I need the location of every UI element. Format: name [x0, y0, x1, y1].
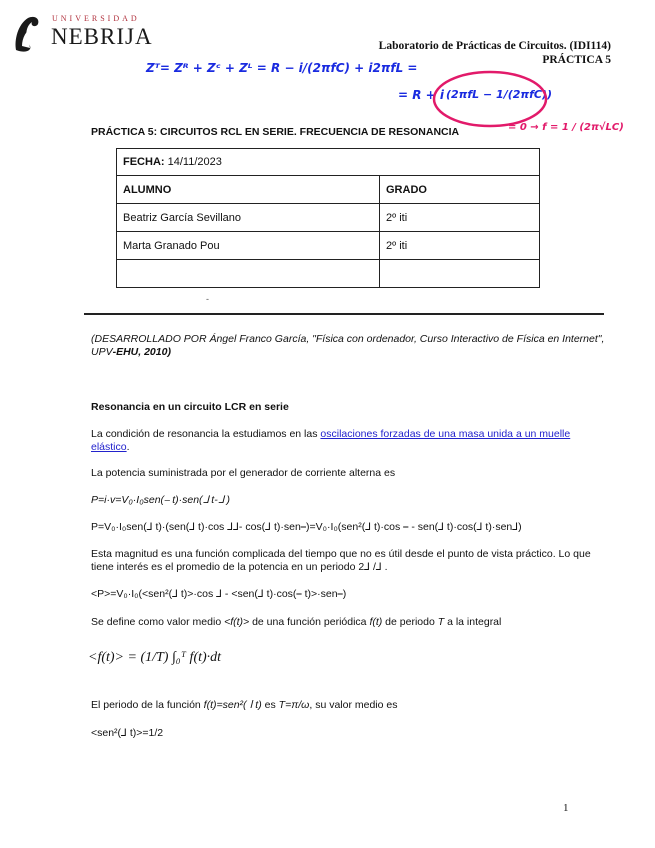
integral-formula: <f(t)> = (1/T) ∫₀ᵀ f(t)·dt — [88, 650, 222, 665]
column-header-grado: GRADO — [380, 176, 540, 204]
nebrija-emblem-icon — [8, 12, 48, 56]
paragraph-mean-value — [91, 616, 611, 629]
equation-power-2: P=V₀·I₀sen(⅃ t)·(sen(⅃ t)·cos ⅃⅃- cos(⅃ t)·sen⎯)=V₀·I₀(sen²(⅃ t)·cos ⎯ - sen(⅃ t)·cos(⅃ t)·sen⅃) — [91, 521, 522, 533]
handwritten-impedance-equation: Zᵀ= Zᴿ + Zᶜ + Zᴸ = R − i/(2πfC) + i2πfL = — [146, 61, 418, 75]
p4-period: T — [437, 616, 445, 628]
credit-note — [91, 333, 611, 359]
student-info-table — [116, 148, 540, 288]
forced-oscillations-link[interactable]: oscilaciones forzadas de una masa unida a un muelle elástico — [91, 428, 571, 453]
credit-text: (DESARROLLADO POR Ángel Franco García, "Física con ordenador, Curso Interactivo de Física en Internet", UPV — [91, 333, 605, 358]
handwritten-reactance-term: (2πfL − 1/(2πfC)) — [446, 88, 553, 101]
p5-text: El periodo de la función — [91, 699, 204, 711]
p4-text-2: de una función periódica — [249, 616, 370, 628]
stray-mark: - — [206, 294, 209, 304]
p1-end: . — [126, 441, 130, 453]
p4-ft-mean: <f(t)> — [224, 616, 250, 628]
paragraph-resonance-intro — [91, 428, 611, 454]
p5-text-2: es — [261, 699, 279, 711]
p4-text-4: a la integral — [444, 616, 502, 628]
column-header-alumno: ALUMNO — [117, 176, 380, 204]
paragraph-average-power: Esta magnitud es una función complicada del tiempo que no es útil desde el punto de vista práctico. Lo que tiene interés es el promedio de la potencia en un periodo 2⅃ /⅃ . — [91, 548, 591, 573]
student-grade: 2º iti — [380, 232, 540, 260]
p4-ft: f(t) — [369, 616, 383, 628]
table-row — [117, 204, 540, 232]
equation-mean-sin2: <sen²(⅃ t)>=1/2 — [91, 727, 164, 739]
handwritten-highlight-circle — [430, 68, 553, 130]
handwritten-impedance-simplified: = R + i — [398, 88, 444, 102]
logo-name-text: NEBRIJA — [51, 24, 153, 49]
p4-text-3: de periodo — [382, 616, 438, 628]
student-name: Marta Granado Pou — [117, 232, 380, 260]
p5-period: T=π/ω — [278, 699, 310, 711]
credit-bold-tail: -EHU, 2010) — [112, 346, 171, 358]
equation-average-power: <P>=V₀·I₀(<sen²(⅃ t)>·cos ⅃ - <sen(⅃ t)·cos(⎯ t)>·sen⎯) — [91, 588, 347, 600]
handwritten-resonance-condition: = 0 → f = 1 / (2π√LC) — [508, 122, 624, 133]
section-divider — [84, 313, 604, 315]
p5-text-3: , su valor medio es — [309, 699, 398, 711]
p4-text: Se define como valor medio — [91, 616, 225, 628]
table-row — [117, 232, 540, 260]
practice-title: PRÁCTICA 5: CIRCUITOS RCL EN SERIE. FRECUENCIA DE RESONANCIA — [91, 126, 460, 138]
student-grade — [380, 260, 540, 288]
p5-function: f(t)=sen²( ⅼ t) — [203, 699, 262, 711]
date-cell — [117, 149, 540, 176]
paragraph-period — [91, 699, 611, 712]
practice-number: PRÁCTICA 5 — [542, 54, 611, 66]
student-name: Beatriz García Sevillano — [117, 204, 380, 232]
course-title: Laboratorio de Prácticas de Circuitos. (IDI114) — [378, 40, 611, 52]
logo-university-text: UNIVERSIDAD — [52, 14, 140, 23]
student-name — [117, 260, 380, 288]
university-logo — [8, 12, 153, 56]
section-title: Resonancia en un circuito LCR en serie — [91, 401, 289, 413]
date-value: 14/11/2023 — [167, 156, 222, 168]
paragraph-power: La potencia suministrada por el generador de corriente alterna es — [91, 467, 396, 479]
table-row — [117, 260, 540, 288]
equation-power-1: P=i·v=V₀·I₀sen(⎯ t)·sen(⅃ t-⅃ ) — [91, 494, 230, 506]
date-label: FECHA: — [123, 156, 165, 168]
p1-text: La condición de resonancia la estudiamos en las — [91, 428, 321, 440]
student-grade: 2º iti — [380, 204, 540, 232]
page-number: 1 — [563, 802, 569, 814]
